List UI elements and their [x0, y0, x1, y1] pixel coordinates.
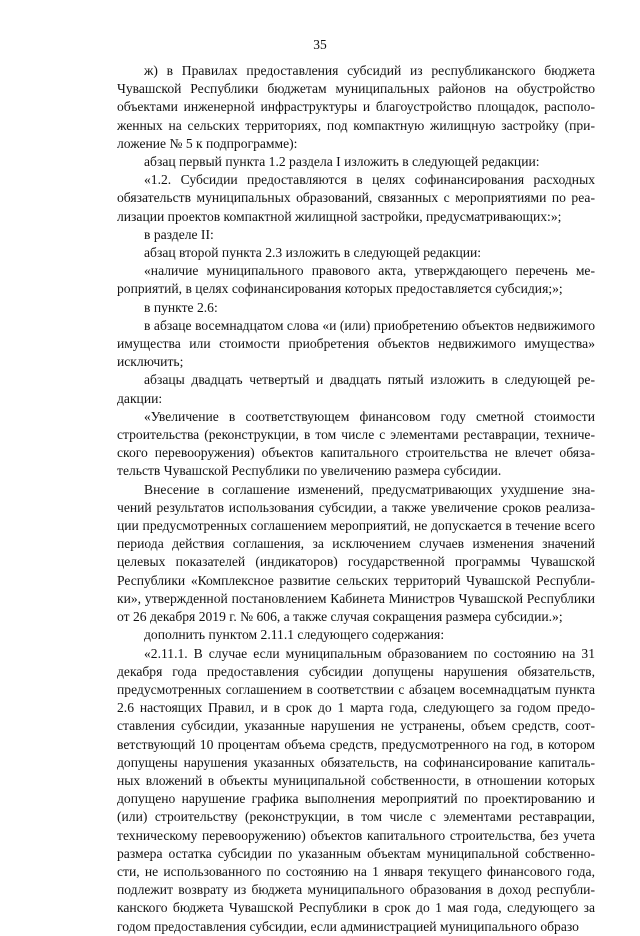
paragraph-point-2-6: в пункте 2.6:: [144, 299, 218, 315]
paragraph-quote-increase: «Увеличение в соответствующем финансовом году сметной стоимости строительства (реконструкции, в том числе с элементами реставрации, технического перевооружения) объектов капитального строительства не влечет обязательств Чувашской Республики по увеличению размера субсидии.: [117, 408, 595, 479]
paragraph-abzac-24-25: абзацы двадцать четвертый и двадцать пятый изложить в следующей редакции:: [117, 372, 595, 406]
page-number: 35: [313, 37, 327, 52]
paragraph-quote-2-3: «наличие муниципального правового акта, утверждающего перечень мероприятий, в целях софинансирования которых предоставляется субсидия;»;: [117, 263, 595, 297]
paragraph-agreement-changes: Внесение в соглашение изменений, предусматривающих ухудшение значений результатов использования субсидии, а также увеличение сроков реализации предусмотренных соглашением мероприятий, не допускается в течение всего периода действия соглашения, за исключением случаев изменения значений целевых показателей (индикаторов) государственной программы Чувашской Республики «Комплексное развитие сельских территорий Чувашской Республики», утвержденной постановлением Кабинета Министров Чувашской Республики от 26 декабря 2019 г. № 606, а также случая сокращения размера субсидии.»;: [117, 481, 595, 625]
paragraph-quote-2-11-1: «2.11.1. В случае если муниципальным образованием по состоянию на 31 декабря года предоставления субсидии допущены нарушения обязательств, предусмотренных соглашением в соответствии с абзацем восемнадцатым пункта 2.6 настоящих Правил, и в срок до 1 марта года, следующего за годом предоставления субсидии, указанные нарушения не устранены, объем средств, соответствующий 10 процентам объема средств, предусмотренного на год, в котором допущены нарушения указанных обязательств, на софинансирование капитальных вложений в объекты муниципальной собственности, в отношении которых допущено нарушение графика выполнения мероприятий по проектированию и (или) строительству (реконструкции, в том числе с элементами реставрации, техническому перевооружению) объектов капитального строительства, без учета размера остатка субсидии по указанным объектам муниципальной собственности, не использованного по состоянию на 1 января текущего финансового года, подлежит возврату из бюджета муниципального образования в доход республиканского бюджета Чувашской Республики в срок до 1 мая года, следующего за годом предоставления субсидии, если администрацией муниципального образо: [117, 645, 595, 934]
paragraph-abzac-18: в абзаце восемнадцатом слова «и (или) приобретению объектов недвижимого имущества или стоимости приобретения объектов недвижимого имущества» исключить;: [117, 317, 595, 370]
paragraph-section-2: в разделе II:: [144, 226, 214, 242]
paragraph-item-zh: ж) в Правилах предоставления субсидий из республиканского бюджета Чувашской Республики бюджетам муниципальных районов на обустройство объектами инженерной инфраструктуры и благоустройство площадок, расположенных на сельских территориях, под компактную жилищную застройку (приложение № 5 к подпрограмме):: [117, 63, 595, 151]
paragraph-add-2-11-1: дополнить пунктом 2.11.1 следующего содержания:: [144, 627, 445, 643]
paragraph-quote-1-2: «1.2. Субсидии предоставляются в целях софинансирования расходных обязательств муниципальных образований, связанных с мероприятиями по реализации проектов компактной жилищной застройки, предусматривающих:»;: [117, 172, 595, 224]
document-body: [117, 62, 595, 936]
paragraph-abzac-1-2: абзац первый пункта 1.2 раздела I изложить в следующей редакции:: [144, 154, 540, 170]
paragraph-abzac-2-3: абзац второй пункта 2.3 изложить в следующей редакции:: [144, 245, 482, 261]
